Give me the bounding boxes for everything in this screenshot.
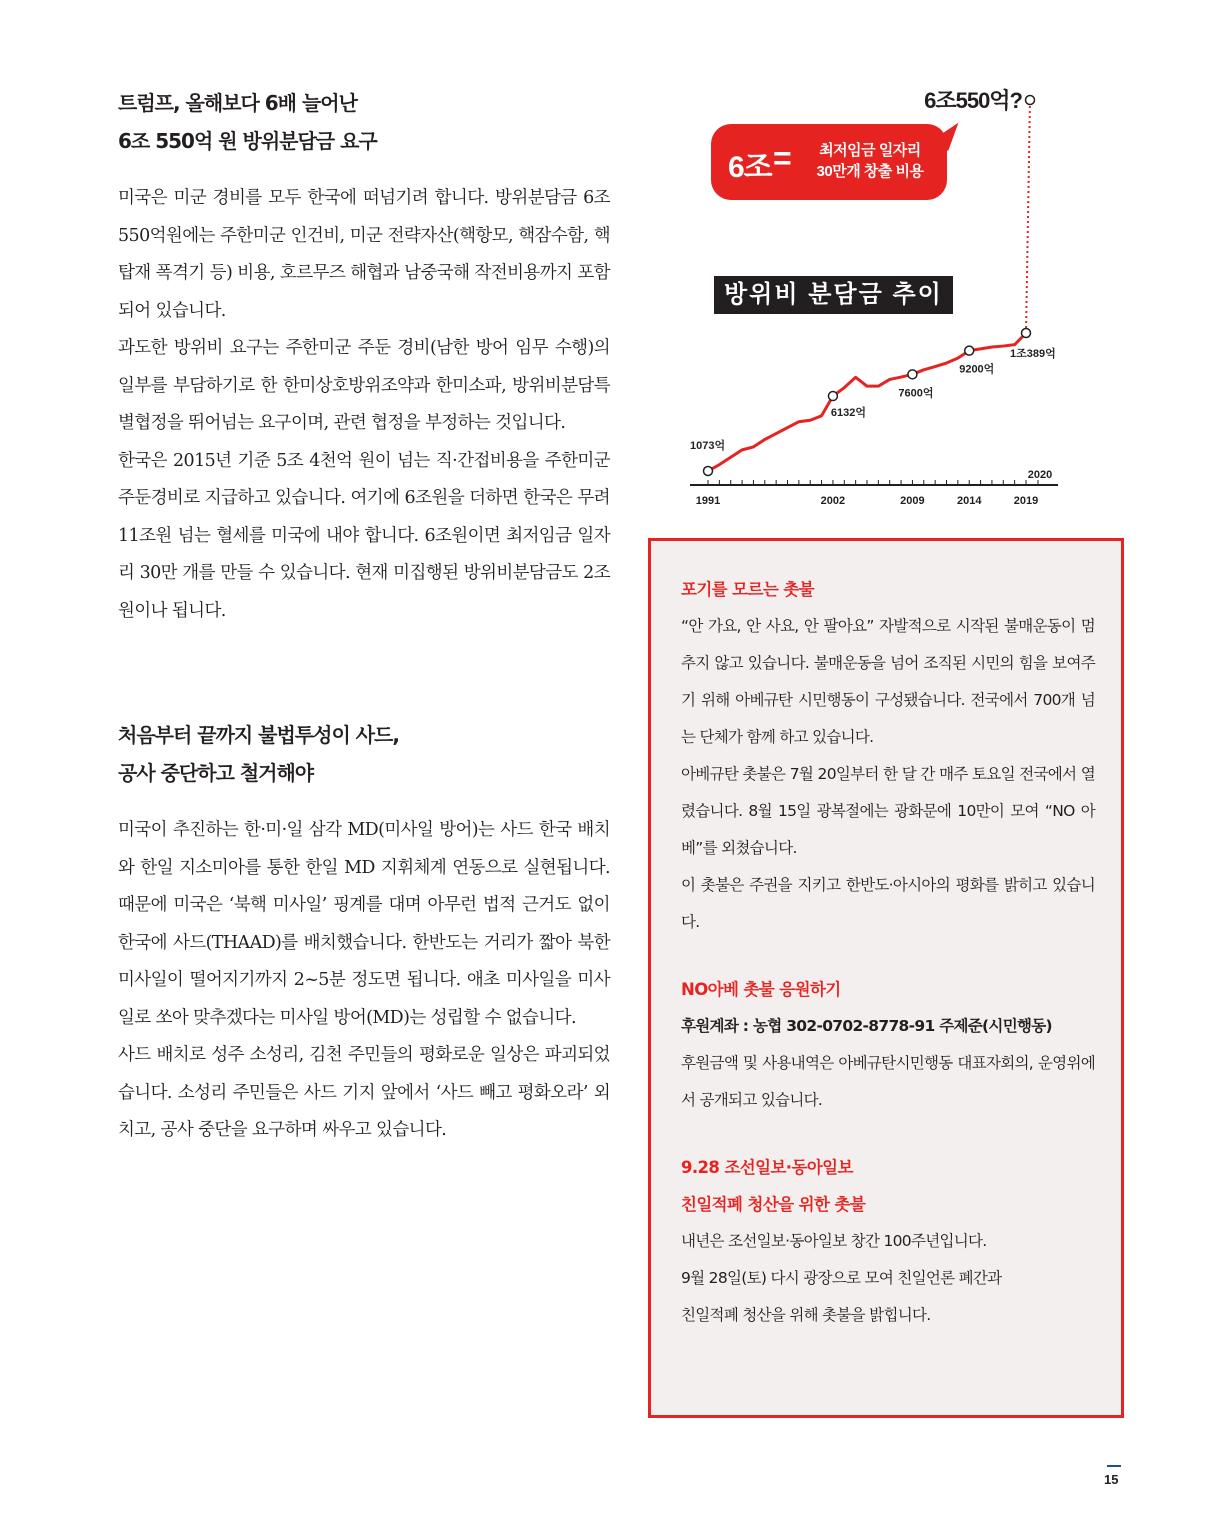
- box-paragraph: 후원금액 및 사용내역은 아베규탄시민행동 대표자회의, 운영위에서 공개되고 있습니다.: [681, 1054, 1095, 1109]
- data-point-label: 6132억: [830, 407, 867, 420]
- box-section-title-line2: 친일적폐 청산을 위한 촛불: [681, 1195, 866, 1214]
- body-paragraph: 미국은 미군 경비를 모두 한국에 떠넘기려 합니다. 방위분담금 6조 550억원에는 주한미군 인건비, 미군 전략자산(핵항모, 핵잠수함, 핵탑재 폭격기 등) 비용, 호르무즈 해협과 남중국해 작전비용까지 포함되어 있습니다.: [118, 188, 610, 321]
- data-point-label: 1조389억: [1010, 348, 1056, 360]
- callout-text-line1: 최저임금 일자리: [819, 142, 921, 159]
- section-heading-line1: 트럼프, 올해보다 6배 늘어난: [118, 91, 357, 115]
- data-point-label: 7600억: [898, 387, 934, 400]
- page-number: 15: [1104, 1472, 1119, 1487]
- series-line: [708, 333, 1026, 471]
- box-line: 내년은 조선일보·동아일보 창간 100주년입니다.: [681, 1232, 987, 1250]
- section-heading-line2: 공사 중단하고 철거해야: [118, 761, 314, 785]
- body-paragraph: 과도한 방위비 요구는 주한미군 주둔 경비(남한 방어 임무 수행)의 일부를 부담하기로 한 한미상호방위조약과 한미소파, 방위비분담특별협정을 뛰어넘는 요구이며, 관련 협정을 부정하는 것입니다.: [118, 338, 610, 433]
- x-tick-label: 1991: [695, 495, 721, 507]
- donation-account: 후원계좌 : 농협 302-0702-8778-91 주제준(시민행동): [681, 1017, 1052, 1035]
- x-tick-label: 2019: [1013, 495, 1039, 507]
- data-point-label: 6조550억?: [924, 88, 1022, 113]
- box-section-title-line1: 9.28 조선일보·동아일보: [681, 1158, 853, 1177]
- x-tick-label: 2002: [820, 495, 846, 507]
- x-tick-label: 2009: [900, 495, 925, 507]
- box-paragraph: 이 촛불은 주권을 지키고 한반도·아시아의 평화를 밝히고 있습니다.: [681, 876, 1095, 931]
- page-number-mark: [1107, 1465, 1121, 1467]
- callout-amount: 6조: [728, 151, 772, 184]
- box-paragraph: 아베규탄 촛불은 7월 20일부터 한 달 간 매주 토요일 전국에서 열렸습니다. 8월 15일 광복절에는 광화문에 10만이 모여 “NO 아베”를 외쳤습니다.: [681, 765, 1095, 857]
- data-point-marker: [908, 370, 917, 379]
- body-paragraph: 미국이 추진하는 한·미·일 삼각 MD(미사일 방어)는 사드 한국 배치와 한일 지소미아를 통한 한일 MD 지휘체계 연동으로 실현됩니다. 때문에 미국은 ‘북핵 미사일’ 핑계를 대며 아무런 법적 근거도 없이 한국에 사드(THAAD)를 배치했습니다. 한반도는 거리가 짧아 북한 미사일이 떨어지기까지 2~5분 정도면 됩니다. 애초 미사일을 미사일로 쏘아 맞추겠다는 미사일 방어(MD)는 성립할 수 없습니다.: [118, 820, 610, 1028]
- chart-title: 방위비 분담금 추이: [714, 276, 953, 314]
- sidebar-box-content: [681, 571, 1095, 1334]
- x-tick-label: 2014: [956, 495, 982, 507]
- callout-equals: =: [773, 140, 792, 176]
- box-section-title: NO아베 촛불 응원하기: [681, 980, 841, 999]
- section-heading-line1: 처음부터 끝까지 불법투성이 사드,: [118, 723, 399, 747]
- box-line: 친일적폐 청산을 위해 촛불을 밝힙니다.: [681, 1306, 931, 1324]
- box-line: 9월 28일(토) 다시 광장으로 모여 친일언론 폐간과: [681, 1269, 1002, 1287]
- data-point-marker: [1026, 96, 1035, 105]
- data-point-label: 9200억: [959, 363, 995, 376]
- callout-text-line2: 30만개 창출 비용: [816, 163, 924, 180]
- section-heading-line2: 6조 550억 원 방위분담금 요구: [118, 129, 377, 153]
- callout-text: [800, 140, 940, 182]
- data-point-label: 1073억: [690, 440, 726, 452]
- data-point-marker: [965, 346, 974, 355]
- body-paragraph: 한국은 2015년 기준 5조 4천억 원이 넘는 직·간접비용을 주한미군 주둔경비로 지급하고 있습니다. 여기에 6조원을 더하면 한국은 무려 11조원 넘는 혈세를 미국에 내야 합니다. 6조원이면 최저임금 일자리 30만 개를 만들 수 있습니다. 현재 미집행된 방위비분담금도 2조원이나 됩니다.: [118, 450, 610, 621]
- body-paragraph: 사드 배치로 성주 소성리, 김천 주민들의 평화로운 일상은 파괴되었습니다. 소성리 주민들은 사드 기지 앞에서 ‘사드 빼고 평화오라’ 외치고, 공사 중단을 요구하며 싸우고 있습니다.: [118, 1045, 610, 1140]
- box-paragraph: “안 가요, 안 사요, 안 팔아요” 자발적으로 시작된 불매운동이 멈추지 않고 있습니다. 불매운동을 넘어 조직된 시민의 힘을 보여주기 위해 아베규탄 시민행동이 구성됐습니다. 전국에서 700개 넘는 단체가 함께 하고 있습니다.: [681, 617, 1095, 746]
- data-point-marker: [828, 392, 837, 401]
- x-extra-label: 2020: [1027, 469, 1053, 481]
- series-projection-line: [1026, 100, 1030, 333]
- data-point-marker: [1022, 329, 1031, 338]
- data-point-marker: [704, 467, 713, 476]
- sidebar-box: [648, 538, 1124, 1418]
- left-column: [118, 84, 610, 1150]
- box-section-title: 포기를 모르는 촛불: [681, 580, 815, 599]
